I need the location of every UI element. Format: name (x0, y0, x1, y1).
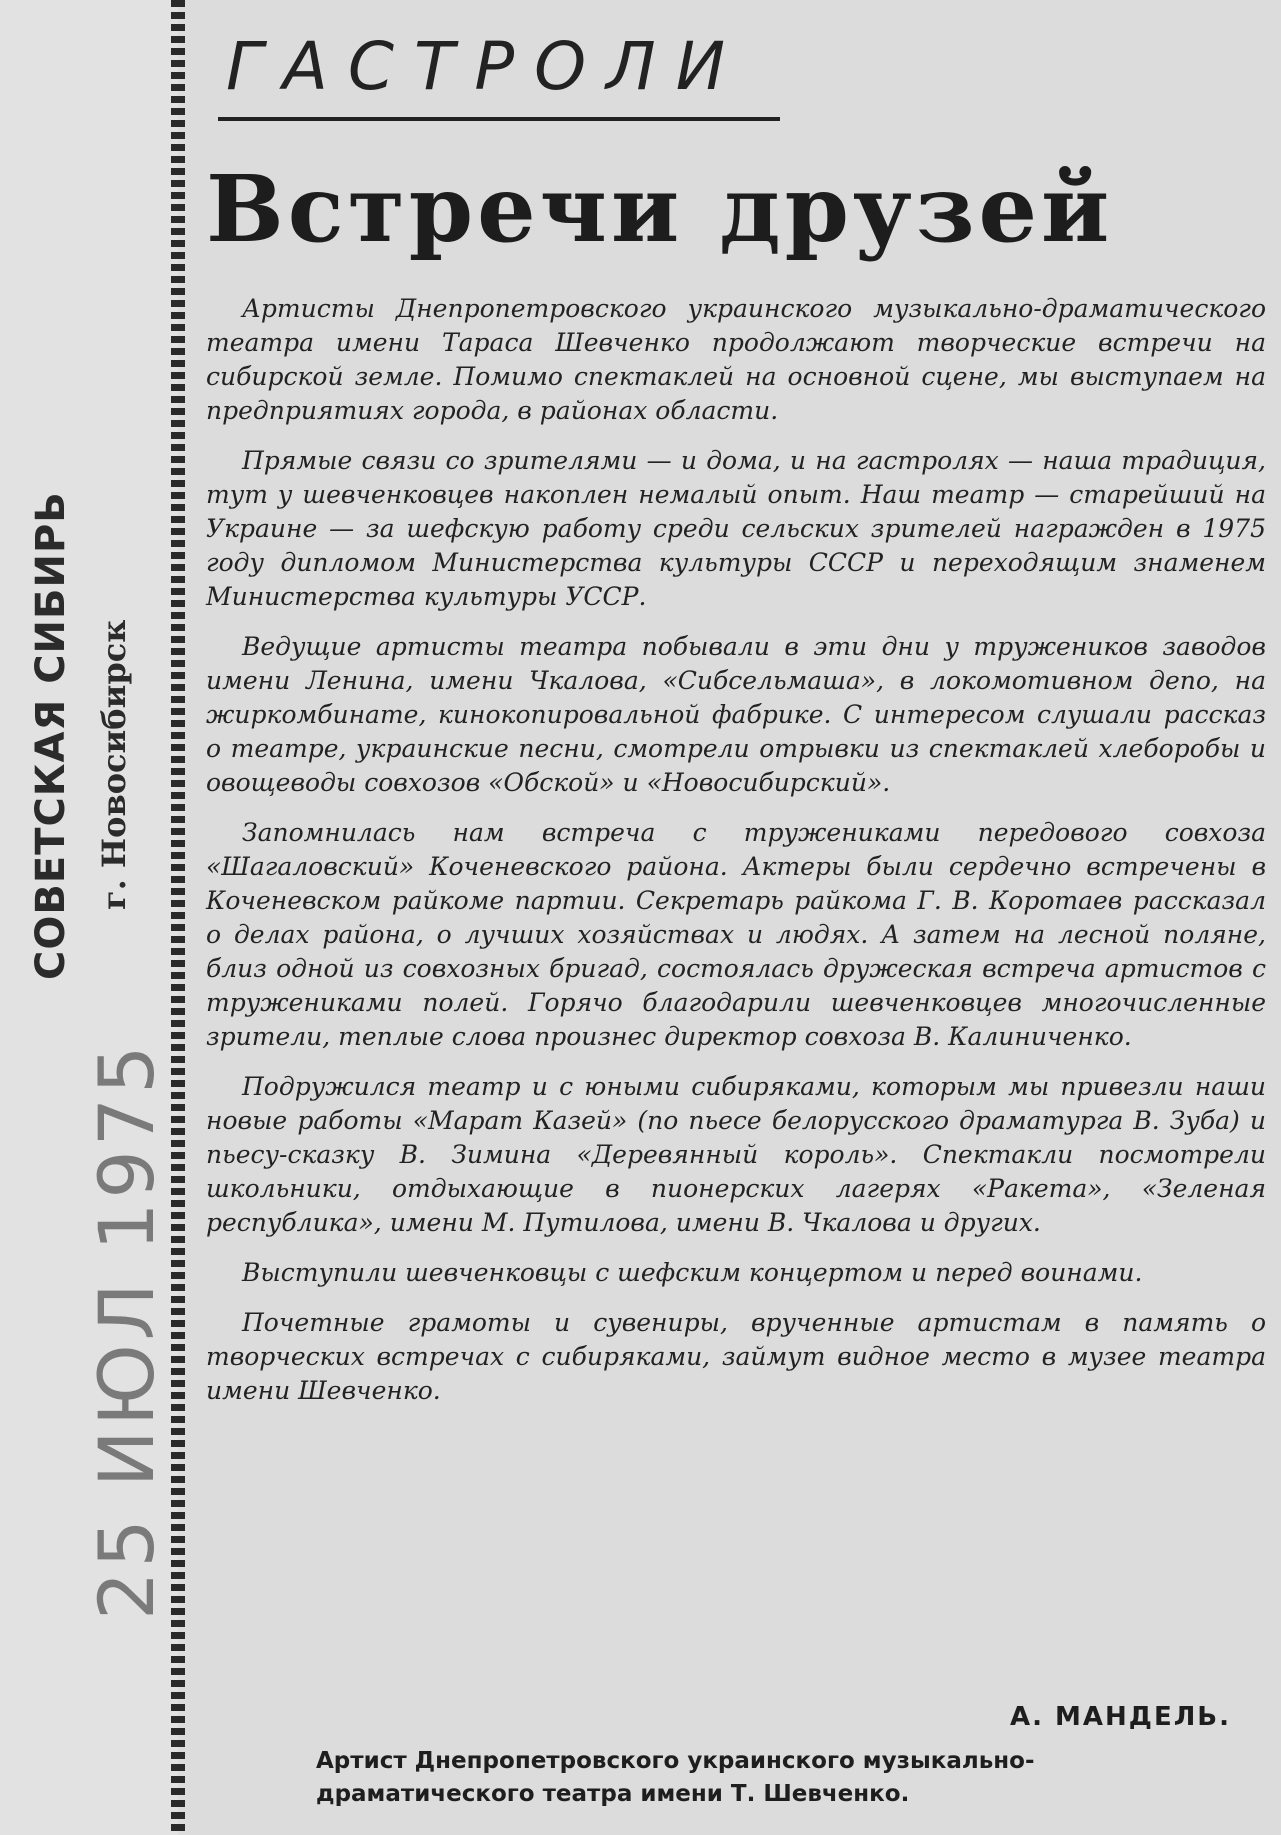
article-paragraph: Прямые связи со зрителями — и дома, и на гастролях — наша традиция, тут у шевченковцев накоплен немалый опыт. Наш театр — старейший на Украине — за шефскую работу среди сельских зрителей награжден в 1975 году дипломом Министерства культуры СССР и переходящим знаменем Министерства культуры УССР. (206, 446, 1266, 611)
rubric-title: ГАСТРОЛИ (226, 28, 746, 105)
article-paragraph: Выступили шевченковцы с шефским концертом и перед воинами. (242, 1258, 1143, 1287)
date-stamp: 25 ИЮЛ 1975 (82, 1041, 171, 1620)
article-headline: Встречи друзей (206, 155, 1114, 263)
article-paragraph: Артисты Днепропетровского украинского музыкально-драматического театра имени Тараса Шевченко продолжают творческие встречи на сибирской земле. Помимо спектаклей на основной сцене, мы выступаем на предприятиях города, в районах области. (206, 294, 1266, 425)
article-paragraph: Запомнилась нам встреча с тружениками передового совхоза «Шагаловский» Коченевского района. Актеры были сердечно встречены в Коченевском райкоме партии. Секретарь райкома Г. В. Коротаев рассказал о делах района, о лучших хозяйствах и людях. А затем на лесной поляне, близ одной из совхозных бригад, состоялась дружеская встреча артистов с тружениками полей. Горячо благодарили шевченковцев многочисленные зрители, теплые слова произнес директор совхоза В. Калиниченко. (206, 818, 1266, 1051)
article-paragraph: Подружился театр и с юными сибиряками, которым мы привезли наши новые работы «Марат Казей» (по пьесе белорусского драматурга В. Зуба) и пьесу-сказку В. Зимина «Деревянный король». Спектакли посмотрели школьники, отдыхающие в пионерских лагерях «Ракета», «Зеленая республика», имени М. Путилова, имени В. Чкалова и других. (206, 1072, 1266, 1237)
author-name: А. МАНДЕЛЬ. (1009, 1702, 1231, 1732)
article-paragraph: Ведущие артисты театра побывали в эти дни у тружеников заводов имени Ленина, имени Чкалова, «Сибсельмаша», в локомотивном депо, на жиркомбинате, кинокопировальной фабрике. С интересом слушали рассказ о театре, украинские песни, смотрели отрывки из спектаклей хлеборобы и овощеводы совхозов «Обской» и «Новосибирский». (206, 632, 1266, 797)
article-body (206, 292, 1266, 1424)
newspaper-stamp: СОВЕТСКАЯ СИБИРЬ (28, 491, 74, 980)
rubric-underline (218, 117, 780, 121)
column-divider-line (171, 0, 185, 1835)
city-stamp: г. Новосибирск (95, 619, 133, 910)
author-role: Артист Днепропетровского украинского музыкально-драматического театра имени Т. Шевченко. (316, 1748, 1035, 1807)
article-paragraph: Почетные грамоты и сувениры, врученные артистам в память о творческих встречах с сибиряками, займут видное место в музее театра имени Шевченко. (206, 1308, 1266, 1405)
